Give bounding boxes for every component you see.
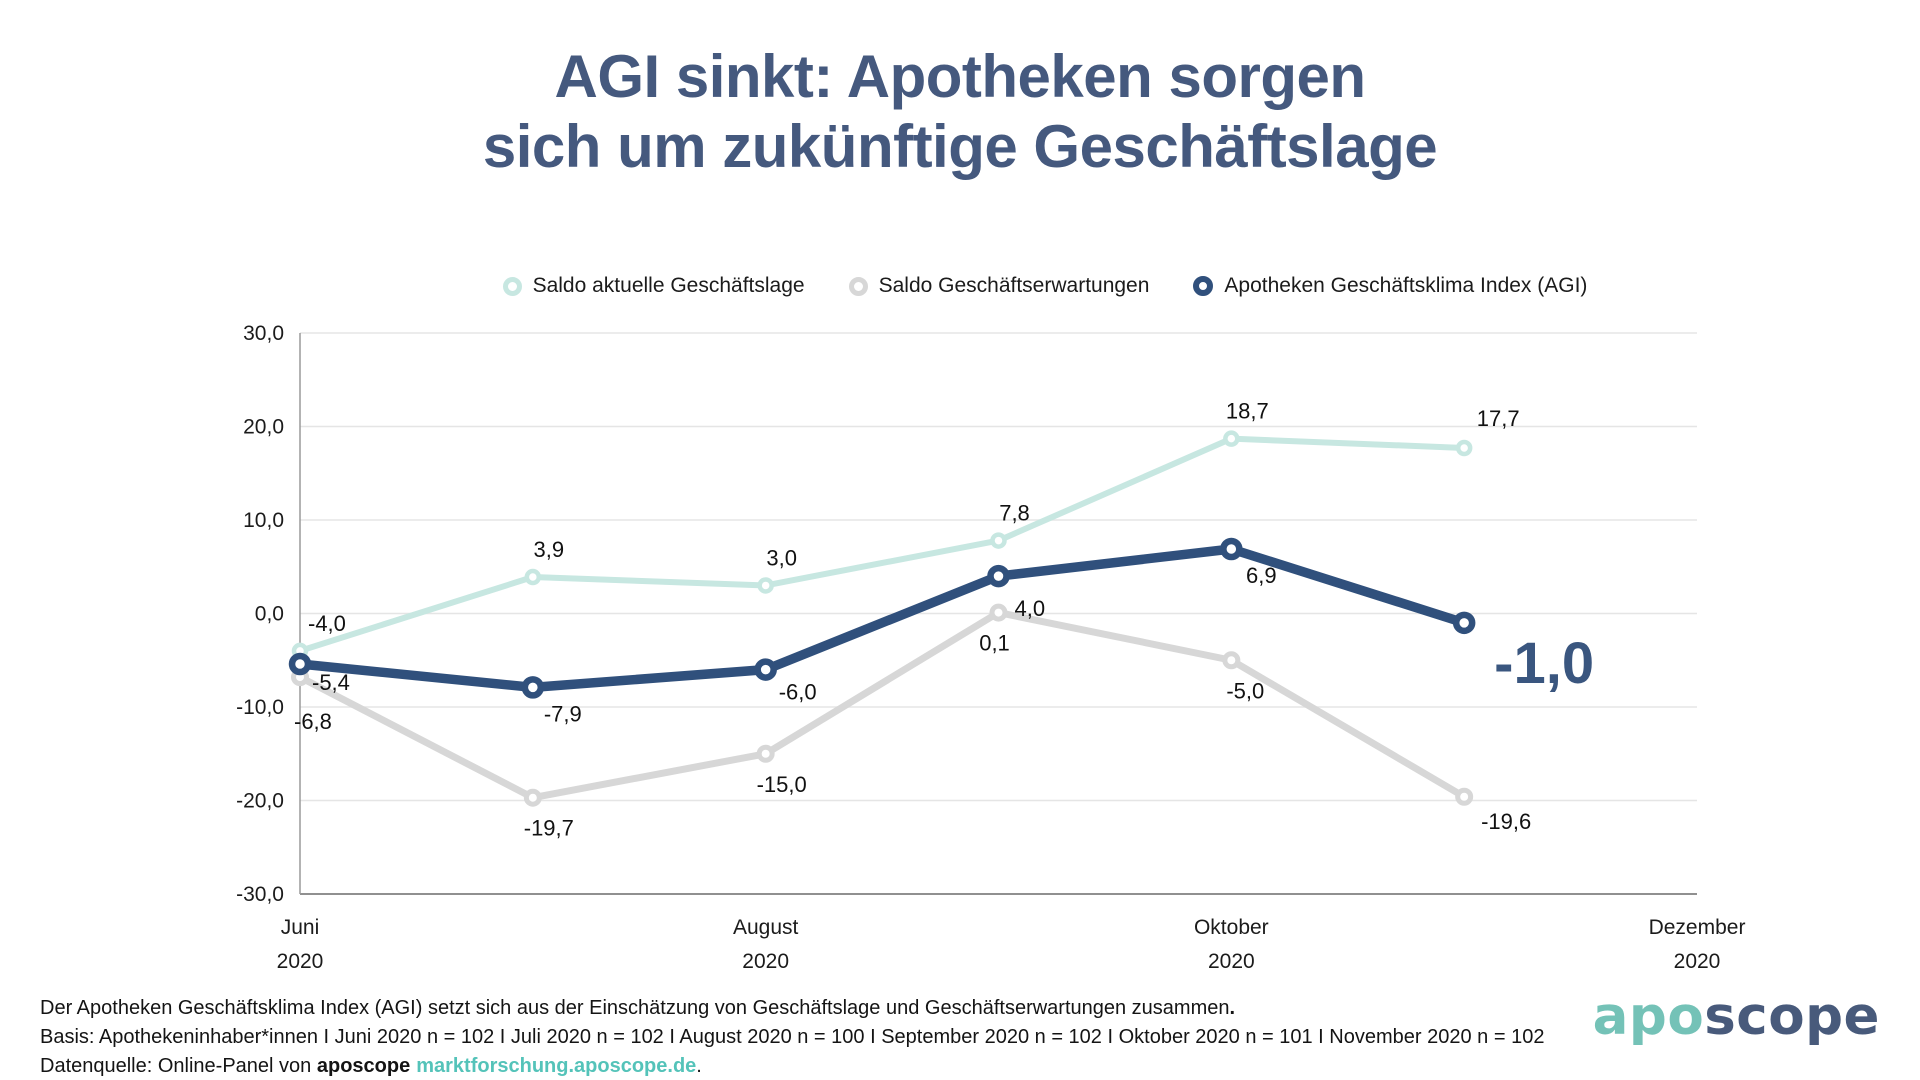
aposcope-logo [1593, 986, 1880, 1047]
y-tick-label: 20,0 [243, 415, 284, 439]
logo-part-scope: scope [1704, 986, 1880, 1047]
logo-part-apo: apo [1592, 986, 1705, 1047]
y-tick-label: -20,0 [236, 789, 284, 813]
point-label-erwartungen: -6,8 [294, 709, 332, 735]
highlight-point-label-agi: -1,0 [1494, 630, 1595, 696]
point-label-agi: -6,0 [778, 679, 817, 705]
x-axis-label-month: August [732, 916, 799, 939]
point-label-agi: -7,9 [543, 701, 582, 727]
point-label-lage: -4,0 [308, 610, 346, 636]
series-line-agi [300, 549, 1464, 687]
series-marker-lage [1458, 442, 1470, 454]
y-tick-label: 10,0 [243, 509, 284, 532]
x-axis-label-year: 2020 [276, 950, 324, 973]
point-label-erwartungen: -19,6 [1481, 808, 1532, 834]
x-axis-label-year: 2020 [1673, 950, 1721, 973]
title-line-1: AGI sinkt: Apotheken sorgen [554, 43, 1366, 110]
series-marker-agi [991, 568, 1007, 584]
series-marker-erwartungen [992, 606, 1005, 619]
y-tick-label: 30,0 [243, 322, 284, 345]
y-tick-label: 0,0 [254, 602, 284, 626]
x-axis-label-month: Juni [280, 916, 320, 939]
x-axis-label-year: 2020 [742, 950, 790, 973]
y-tick-label: -30,0 [236, 883, 284, 906]
x-axis-label-year: 2020 [1207, 950, 1255, 973]
footnotes [40, 994, 1544, 1080]
x-axis-label-month: Dezember [1648, 916, 1746, 939]
y-tick-label: -10,0 [236, 696, 284, 719]
series-marker-lage [1225, 433, 1237, 445]
series-marker-erwartungen [526, 791, 539, 804]
point-label-lage: 17,7 [1476, 406, 1520, 432]
series-marker-lage [993, 535, 1005, 547]
series-marker-lage [760, 579, 772, 591]
series-marker-erwartungen [1225, 654, 1238, 667]
series-marker-erwartungen [759, 747, 772, 760]
point-label-agi: 4,0 [1014, 596, 1046, 622]
series-marker-agi [292, 656, 308, 672]
footnote-source: Datenquelle: Online-Panel von aposcope marktforschung.aposcope.de. [40, 1055, 702, 1077]
point-label-erwartungen: -5,0 [1226, 678, 1265, 704]
footnote-definition: Der Apotheken Geschäftsklima Index (AGI) setzt sich aus der Einschätzung von Geschäftslage und Geschäftserwartungen zusammen. [40, 997, 1236, 1019]
title-line-2: sich um zukünftige Geschäftslage [482, 113, 1438, 181]
point-label-erwartungen: -15,0 [756, 771, 807, 797]
point-label-lage: 7,8 [999, 500, 1030, 526]
x-axis-label-month: Oktober [1193, 916, 1269, 939]
point-label-agi: 6,9 [1246, 562, 1277, 588]
series-marker-erwartungen [1458, 790, 1471, 803]
footnote-basis: Basis: Apothekeninhaber*innen I Juni 2020 n = 102 I Juli 2020 n = 102 I August 2020 n = 100 I September 2020 n = 102 I Oktober 2020 n = 101 I November 2020 n = 102 [40, 1026, 1545, 1048]
series-marker-agi [1456, 615, 1472, 631]
series-marker-agi [1223, 541, 1239, 557]
series-marker-agi [525, 679, 541, 695]
point-label-lage: 3,0 [766, 545, 797, 571]
legend-label: Saldo Geschäftserwartungen [878, 274, 1150, 297]
aposcope-link[interactable]: marktforschung.aposcope.de [416, 1055, 697, 1077]
series-line-erwartungen [300, 610, 1464, 798]
legend-label: Apotheken Geschäftsklima Index (AGI) [1224, 274, 1588, 297]
series-marker-lage [527, 571, 539, 583]
point-label-lage: 18,7 [1225, 398, 1269, 424]
point-label-erwartungen: 0,1 [979, 630, 1010, 656]
point-label-lage: 3,9 [533, 537, 565, 563]
point-label-agi: -5,4 [312, 669, 350, 695]
series-marker-agi [758, 662, 774, 678]
legend-label: Saldo aktuelle Geschäftslage [532, 274, 805, 297]
point-label-erwartungen: -19,7 [523, 815, 574, 841]
